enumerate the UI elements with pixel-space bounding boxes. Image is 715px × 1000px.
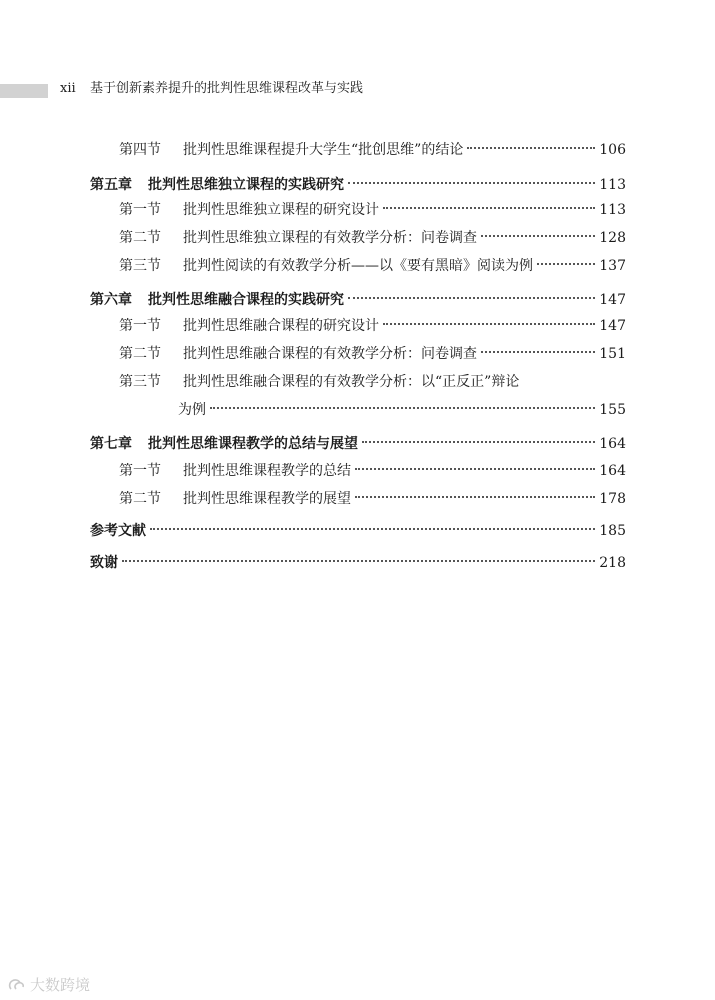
toc-entry-page: 155 [599,402,626,418]
leader-dots [355,468,595,470]
toc-entry-page: 151 [599,346,626,362]
toc-entry-ch5[interactable] [90,173,626,197]
toc-entry-page: 137 [599,258,626,274]
toc-entry-page: 178 [599,491,626,507]
toc-entry-ch4-sec4[interactable] [119,138,626,162]
toc-entry-page: 106 [599,142,626,158]
toc-entry-label: 第二节 [119,230,161,246]
toc-entry-ch5-sec3[interactable] [119,254,626,278]
toc-entry-label: 第七章 [90,436,132,452]
toc-entry-page: 128 [599,230,626,246]
leader-dots [467,147,595,149]
toc-entry-label: 第四节 [119,142,161,158]
toc-entry-title: 批判性思维课程教学的总结 [183,463,351,479]
toc-entry-title: 批判性思维独立课程的实践研究 [148,177,344,193]
toc-entry-page: 164 [599,436,626,452]
watermark-text: 大数跨境 [30,976,91,994]
toc-entry-label: 第二节 [119,491,161,507]
leader-dots [348,182,595,184]
leader-dots [481,351,595,353]
toc-entry-references[interactable] [90,519,626,543]
toc-entry-label: 第一节 [119,463,161,479]
toc-entry-label: 第三节 [119,374,161,390]
toc-entry-ch6-sec3[interactable] [119,370,519,394]
toc-entry-title: 批判性思维融合课程的研究设计 [183,318,379,334]
toc-entry-ch6-sec1[interactable] [119,314,626,338]
leader-dots [362,441,595,443]
toc-entry-title: 批判性思维课程教学的展望 [183,491,351,507]
leader-dots [210,407,595,409]
toc-entry-ch6[interactable] [90,288,626,312]
header-page-number: xii [60,81,76,96]
toc-entry-title: 批判性思维融合课程的实践研究 [148,292,344,308]
toc-entry-page: 164 [599,463,626,479]
toc-entry-ch7[interactable] [90,432,626,456]
leader-dots [383,207,595,209]
toc-entry-page: 147 [599,318,626,334]
toc-entry-label: 第五章 [90,177,132,193]
leader-dots [122,560,595,562]
toc-entry-page: 113 [599,177,626,193]
toc-entry-title: 批判性思维融合课程的有效教学分析：以“正反正”辩论 [183,374,520,390]
toc-entry-page: 185 [599,523,626,539]
toc-entry-page: 147 [599,292,626,308]
toc-entry-title: 批判性阅读的有效教学分析——以《要有黑暗》阅读为例 [183,258,533,274]
toc-entry-title: 批判性思维课程教学的总结与展望 [148,436,358,452]
toc-entry-title: 批判性思维融合课程的有效教学分析：问卷调查 [183,346,477,362]
toc-entry-ch5-sec1[interactable] [119,198,626,222]
toc-entry-label: 第三节 [119,258,161,274]
toc-entry-ch5-sec2[interactable] [119,226,626,250]
leader-dots [481,235,595,237]
toc-entry-title: 致谢 [90,555,118,571]
toc-entry-label: 第六章 [90,292,132,308]
toc-entry-ch6-sec2[interactable] [119,342,626,366]
toc-entry-page: 218 [599,555,626,571]
toc-entry-title: 批判性思维独立课程的有效教学分析：问卷调查 [183,230,477,246]
toc-entry-ch7-sec1[interactable] [119,459,626,483]
toc-entry-title: 参考文献 [90,523,146,539]
leader-dots [383,323,595,325]
toc-entry-title: 批判性思维独立课程的研究设计 [183,202,379,218]
brand-logo-icon [8,978,26,992]
toc-entry-page: 113 [599,202,626,218]
toc-entry-label: 第一节 [119,318,161,334]
leader-dots [355,496,595,498]
toc-entry-title: 为例 [178,402,206,418]
header-running-title: 基于创新素养提升的批判性思维课程改革与实践 [90,81,364,96]
leader-dots [348,297,595,299]
toc-entry-label: 第一节 [119,202,161,218]
toc-entry-ch6-sec3-cont[interactable] [178,398,626,422]
toc-entry-label: 第二节 [119,346,161,362]
watermark [8,974,90,995]
leader-dots [537,263,595,265]
toc-entry-acknowledgements[interactable] [90,551,626,575]
toc-entry-title: 批判性思维课程提升大学生“批创思维”的结论 [183,142,464,158]
toc-entry-ch7-sec2[interactable] [119,487,626,511]
leader-dots [150,528,595,530]
